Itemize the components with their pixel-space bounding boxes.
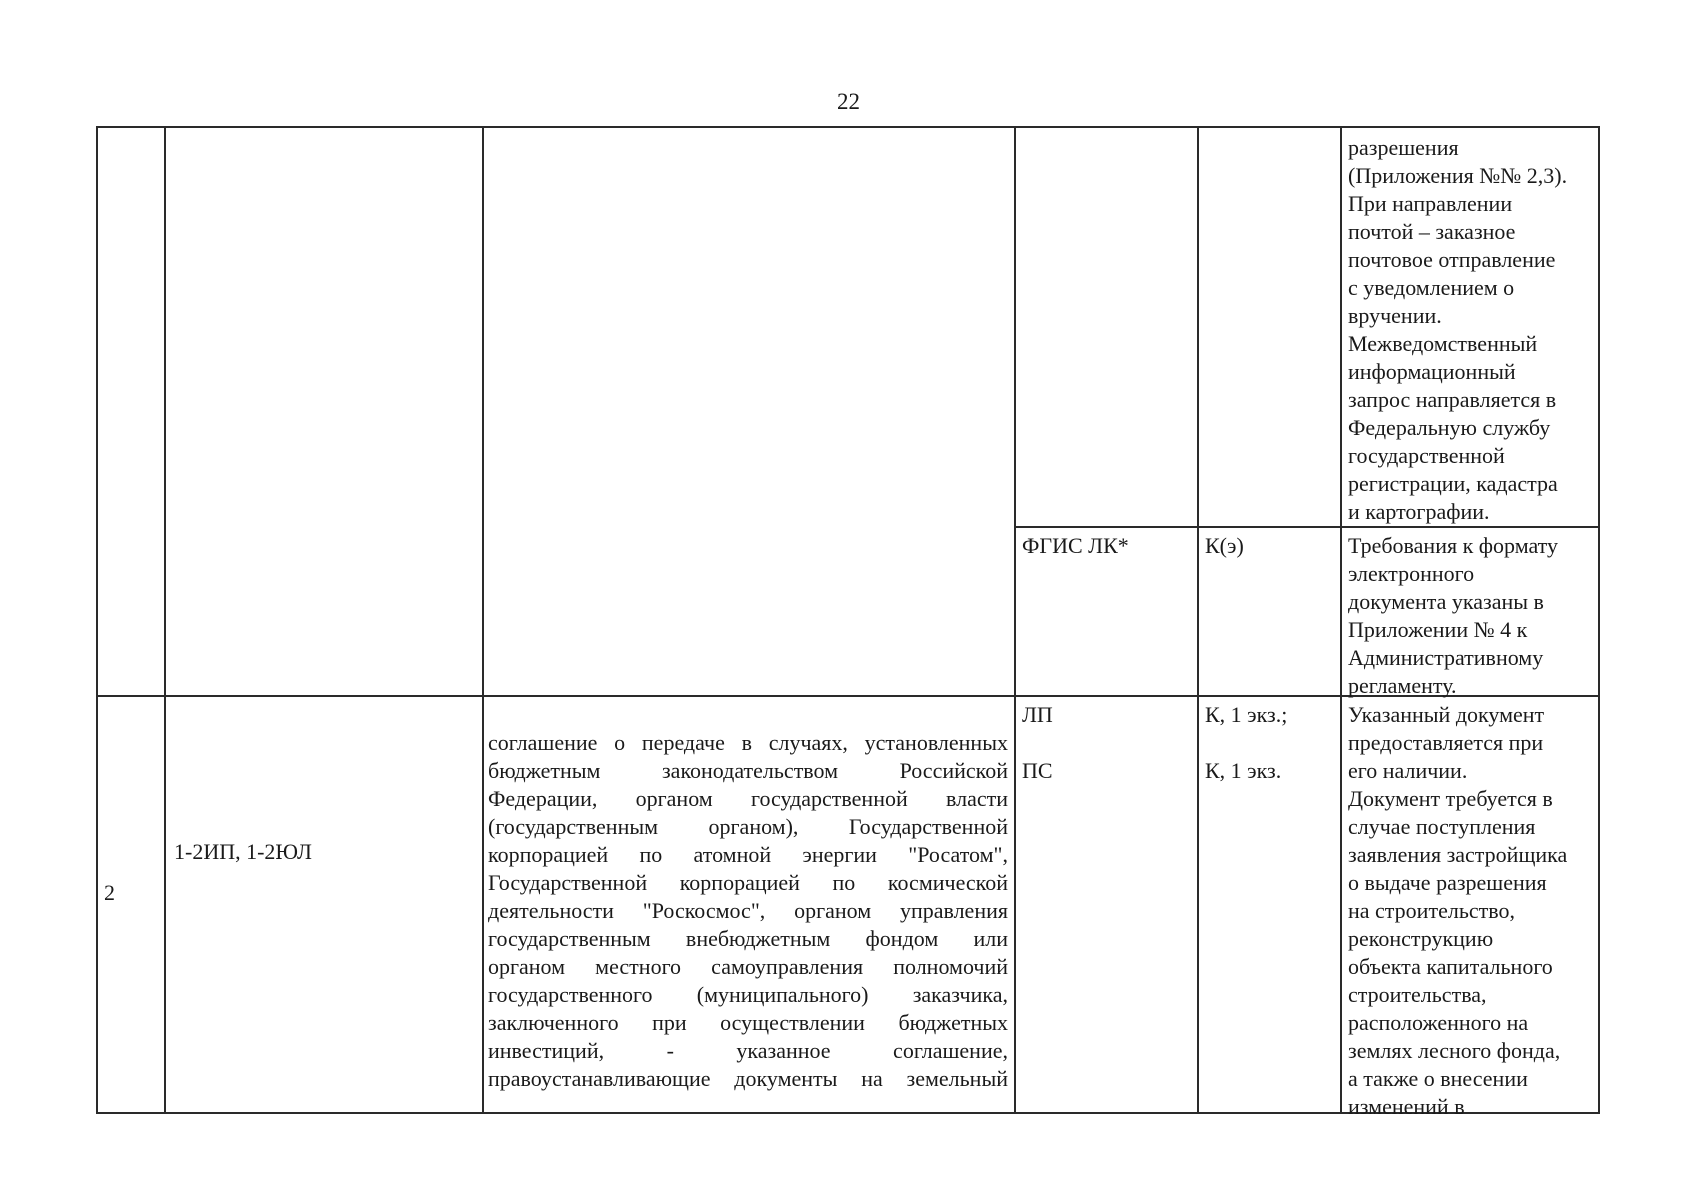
- requirements-table: [96, 126, 1600, 1119]
- continued-note-line: государственной: [1348, 443, 1505, 468]
- document-line: органом местного самоуправления полномочий: [488, 954, 1008, 979]
- note-line: изменений в: [1348, 1094, 1465, 1119]
- document-line: правоустанавливающие документы на земельный: [488, 1066, 1008, 1091]
- sub-note-line: Приложении № 4 к: [1348, 617, 1528, 642]
- applicant-codes-cell: 1-2ИП, 1-2ЮЛ: [174, 839, 312, 864]
- sub-note-line: Административному: [1348, 645, 1544, 670]
- continued-note-line: регистрации, кадастра: [1348, 471, 1558, 496]
- sub-note-line: Требования к формату: [1348, 533, 1558, 558]
- continued-note-line: почтой – заказное: [1348, 219, 1516, 244]
- note-line: предоставляется при: [1348, 730, 1544, 755]
- column-divider-2: [482, 126, 484, 1114]
- continued-note-line: с уведомлением о: [1348, 275, 1515, 300]
- continued-note-line: разрешения: [1348, 135, 1459, 160]
- note-line: случае поступления: [1348, 814, 1536, 839]
- sub-note-line: регламенту.: [1348, 673, 1457, 698]
- note-line: строительства,: [1348, 982, 1487, 1007]
- note-line: расположенного на: [1348, 1010, 1529, 1035]
- sub-method-cell: ФГИС ЛК*: [1022, 533, 1129, 558]
- sub-note-cell: [1342, 532, 1598, 700]
- row-number-cell: 2: [104, 880, 115, 905]
- document-line: инвестиций, - указанное соглашение,: [488, 1038, 1008, 1063]
- document-line: Государственной корпорацией по космической: [488, 870, 1008, 895]
- note-line: заявления застройщика: [1348, 842, 1568, 867]
- column-divider-1: [164, 126, 166, 1114]
- continued-note-line: информационный: [1348, 359, 1516, 384]
- document-line: государственного (муниципального) заказчика,: [488, 982, 1008, 1007]
- subrow-divider: [1014, 526, 1600, 528]
- submission-method-cell: [1016, 701, 1196, 785]
- document-line: (государственным органом), Государственной: [488, 814, 1008, 839]
- document-line: заключенного при осуществлении бюджетных: [488, 1010, 1008, 1035]
- document-line: корпорацией по атомной энергии "Росатом",: [488, 842, 1008, 867]
- continued-note-cell: [1342, 134, 1598, 526]
- document-form-cell: [1199, 701, 1339, 785]
- continued-note-line: Федеральную службу: [1348, 415, 1551, 440]
- continued-note-line: и картографии.: [1348, 499, 1490, 524]
- note-line: его наличии.: [1348, 758, 1468, 783]
- column-divider-4: [1197, 126, 1199, 1114]
- continued-note-line: запрос направляется в: [1348, 387, 1557, 412]
- table-top-border: [96, 126, 1600, 128]
- document-line: соглашение о передаче в случаях, установленных: [488, 730, 1008, 755]
- sub-note-line: электронного: [1348, 561, 1475, 586]
- table-left-border: [96, 126, 98, 1114]
- continued-note-line: Межведомственный: [1348, 331, 1538, 356]
- document-line: бюджетным законодательством Российской: [488, 758, 1008, 783]
- note-line: реконструкцию: [1348, 926, 1494, 951]
- sub-note-line: документа указаны в: [1348, 589, 1544, 614]
- page-number: 22: [837, 89, 860, 114]
- table-right-border: [1598, 126, 1600, 1114]
- continued-note-line: вручении.: [1348, 303, 1442, 328]
- note-line: а также о внесении: [1348, 1066, 1528, 1091]
- document-line: Федерации, органом государственной власти: [488, 786, 1008, 811]
- column-divider-3: [1014, 126, 1016, 1114]
- document-form-post: К, 1 экз.: [1205, 758, 1282, 783]
- document-line: государственным внебюджетным фондом или: [488, 926, 1008, 951]
- document-form-personal: К, 1 экз.;: [1205, 702, 1288, 727]
- note-line: Указанный документ: [1348, 702, 1545, 727]
- note-line: на строительство,: [1348, 898, 1515, 923]
- row-2-note-cell: [1342, 701, 1598, 1121]
- note-line: Документ требуется в: [1348, 786, 1553, 811]
- note-line: о выдаче разрешения: [1348, 870, 1547, 895]
- note-line: землях лесного фонда,: [1348, 1038, 1561, 1063]
- document-line: деятельности "Роскосмос", органом управления: [488, 898, 1008, 923]
- sub-form-cell: К(э): [1205, 533, 1244, 558]
- continued-note-line: При направлении: [1348, 191, 1513, 216]
- document-description-cell: [488, 729, 1008, 1093]
- note-line: объекта капитального: [1348, 954, 1553, 979]
- submission-method-personal: ЛП: [1022, 702, 1053, 727]
- submission-method-post: ПС: [1022, 758, 1053, 783]
- continued-note-line: (Приложения №№ 2,3).: [1348, 163, 1568, 188]
- continued-note-line: почтовое отправление: [1348, 247, 1556, 272]
